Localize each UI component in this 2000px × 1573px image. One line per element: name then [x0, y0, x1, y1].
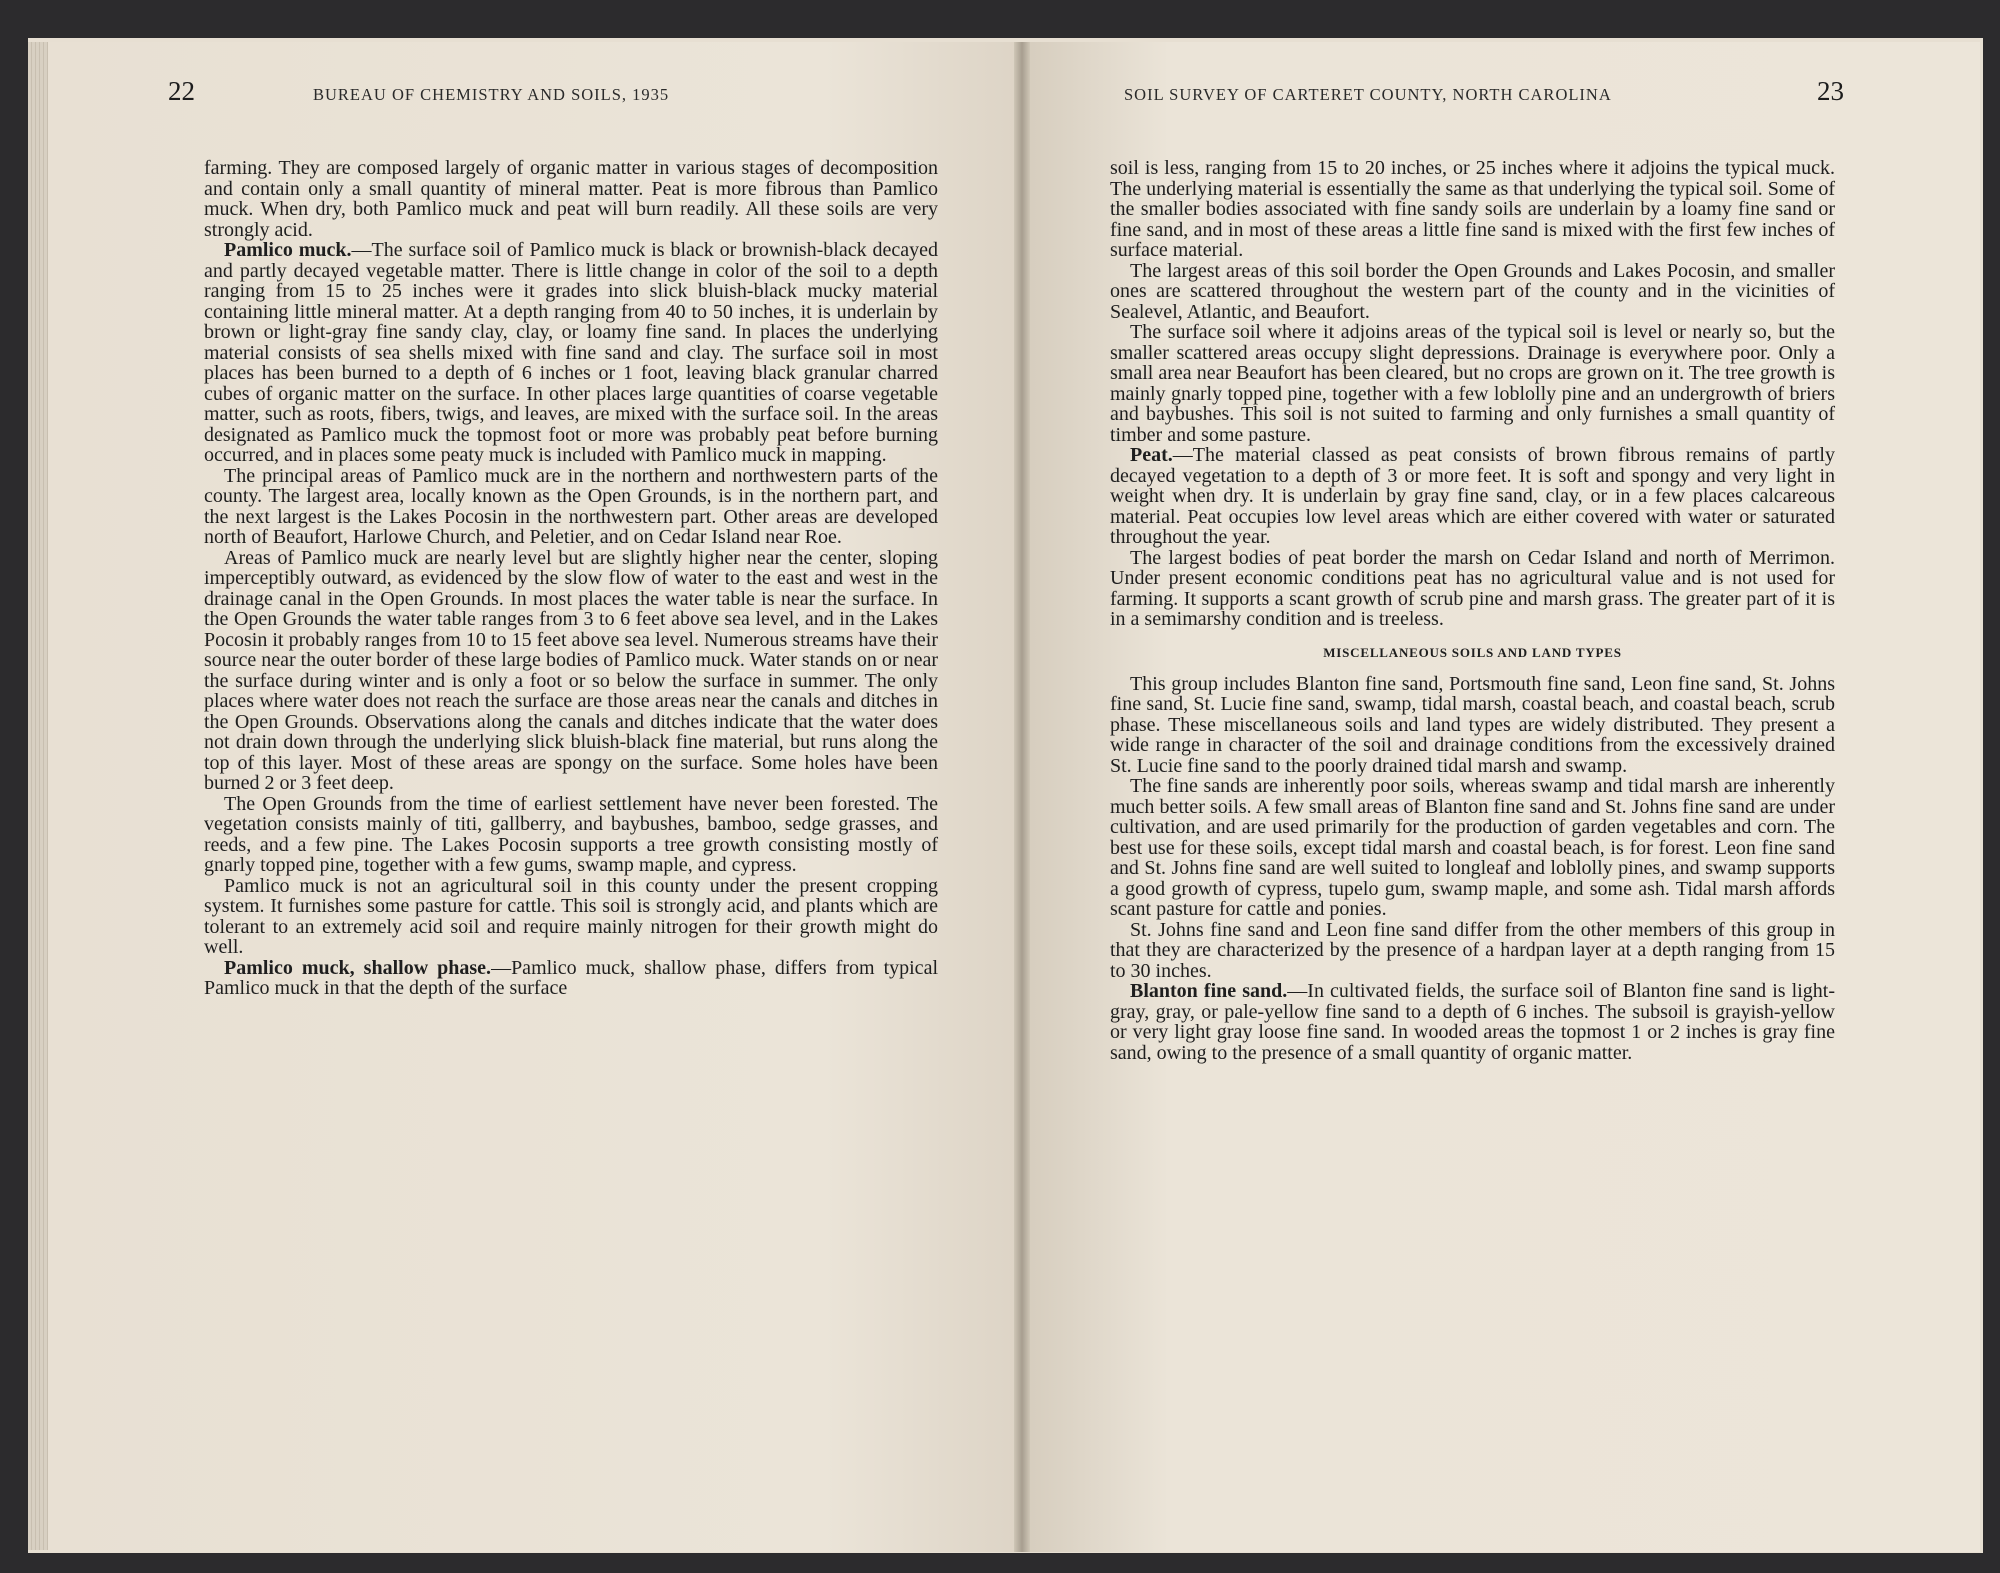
left-text-column	[204, 158, 938, 999]
paragraph-text: The Open Grounds from the time of earliest settlement have never been forested. The vegetation consists mainly of titi, gallberry, and baybushes, bamboo, sedge grasses, and reeds, and a few pine. The Lakes Pocosin supports a tree growth consisting mostly of gnarly topped pine, together with a few gums, swamp maple, and cypress.	[204, 792, 938, 876]
right-text-column	[1110, 158, 1835, 1063]
paragraph	[204, 158, 938, 240]
paragraph	[204, 548, 938, 794]
paragraph-text: The fine sands are inherently poor soils, whereas swamp and tidal marsh are inherently much better soils. A few small areas of Blanton fine sand and St. Johns fine sand are under cultivation, and are used primarily for the production of garden vegetables and corn. The best use for these soils, except tidal marsh and coastal beach, is for forest. Leon fine sand and St. Johns fine sand are well suited to longleaf and loblolly pines, and swamp supports a good growth of cypress, tupelo gum, swamp maple, and some ash. Tidal marsh affords scant pasture for cattle and ponies.	[1110, 775, 1835, 920]
paragraph-lead: Blanton fine sand.	[1130, 980, 1288, 1002]
gutter	[1014, 42, 1030, 1552]
paragraph	[1110, 445, 1835, 548]
page-edges	[28, 42, 50, 1550]
paragraph	[1110, 322, 1835, 445]
page-number: 22	[168, 76, 195, 106]
paragraph-text: —The surface soil of Pamlico muck is black or brownish-black decayed and partly decayed vegetable matter. There is little change in color of the soil to a depth ranging from 15 to 25 inches were it grades into slick bluish-black mucky material containing little mineral matter. At a depth ranging from 40 to 50 inches, it is underlain by brown or light-gray fine sandy clay, clay, or loamy fine sand. In places the underlying material consists of sea shells mixed with fine sand and clay. The surface soil in most places has been burned to a depth of 6 inches or 1 foot, leaving black granular charred cubes of organic matter on the surface. In other places large quantities of coarse vegetable matter, such as roots, fibers, twigs, and leaves, are mixed with the surface soil. In the areas designated as Pamlico muck the topmost foot or more was probably peat before burning occurred, and in places some peaty muck is included with Pamlico muck in mapping.	[204, 239, 938, 466]
paragraph-text: —Pamlico muck, shallow phase, differs from typical Pamlico muck in that the depth of the surface	[204, 956, 938, 999]
paragraph	[204, 876, 938, 958]
paragraph	[1110, 776, 1835, 920]
paragraph	[1110, 674, 1835, 777]
paragraph	[204, 794, 938, 876]
paragraph	[1110, 261, 1835, 323]
running-head: BUREAU OF CHEMISTRY AND SOILS, 1935	[313, 85, 670, 104]
paragraph-text: Areas of Pamlico muck are nearly level but are slightly higher near the center, sloping imperceptibly outward, as evidenced by the slow flow of water to the east and west in the drainage canal in the Open Grounds. In most places the water table is near the surface. In the Open Grounds the water table ranges from 3 to 6 feet above sea level, and in the Lakes Pocosin it probably ranges from 10 to 15 feet above sea level. Numerous streams have their source near the outer border of these large bodies of Pamlico muck. Water stands on or near the surface during winter and is only a foot or so below the surface in summer. The only places where water does not reach the surface are those areas near the canals and ditches in the Open Grounds. Observations along the canals and ditches indicate that the water does not drain down through the underlying slick bluish-black fine material, but runs along the top of this layer. Most of these areas are spongy on the surface. Some holes have been burned 2 or 3 feet deep.	[204, 546, 938, 794]
section-heading: MISCELLANEOUS SOILS AND LAND TYPES	[1323, 644, 1622, 660]
paragraph-text: The largest areas of this soil border the Open Grounds and Lakes Pocosin, and smaller ones are scattered throughout the western part of the county and in the vicinities of Sealevel, Atlantic, and Beaufort.	[1110, 259, 1835, 323]
page-number: 23	[1817, 76, 1844, 106]
paragraph	[204, 466, 938, 548]
paragraph	[204, 240, 938, 466]
paragraph-text: —In cultivated fields, the surface soil of Blanton fine sand is light-gray, gray, or pale-yellow fine sand to a depth of 6 inches. The subsoil is grayish-yellow or very light gray loose fine sand. In wooded areas the topmost 1 or 2 inches is gray fine sand, owing to the presence of a small quantity of organic matter.	[1110, 980, 1835, 1064]
paragraph-lead: Pamlico muck.	[224, 239, 352, 261]
paragraph-text: St. Johns fine sand and Leon fine sand differ from the other members of this group in that they are characterized by the presence of a hardpan layer at a depth ranging from 15 to 30 inches.	[1110, 918, 1835, 982]
right-paragraphs-bottom	[1110, 674, 1835, 1064]
paragraph	[1110, 920, 1835, 982]
left-page-header	[168, 76, 940, 116]
paragraph-text: soil is less, ranging from 15 to 20 inches, or 25 inches where it adjoins the typical muck. The underlying material is essentially the same as that underlying the typical soil. Some of the smaller bodies associated with fine sandy soils are underlain by a loamy fine sand or fine sand, and in most of these areas a little fine sand is mixed with the first few inches of surface material.	[1110, 157, 1835, 261]
paragraph-text: —The material classed as peat consists of brown fibrous remains of partly decayed vegetation to a depth of 3 or more feet. It is soft and spongy and very light in weight when dry. It is underlain by gray fine sand, clay, or in a few places calcareous material. Peat occupies low level areas which are either covered with water or saturated throughout the year.	[1110, 444, 1835, 548]
paragraph	[204, 958, 938, 999]
paragraph	[1110, 548, 1835, 630]
paragraph-text: The principal areas of Pamlico muck are in the northern and northwestern parts of the county. The largest area, locally known as the Open Grounds, is in the northern part, and the next largest is the Lakes Pocosin in the northwestern part. Other areas are developed north of Beaufort, Harlowe Church, and Peletier, and on Cedar Island near Roe.	[204, 464, 938, 548]
paragraph-text: The surface soil where it adjoins areas of the typical soil is level or nearly so, but the smaller scattered areas occupy slight depressions. Drainage is everywhere poor. Only a small area near Beaufort has been cleared, but no crops are grown on it. The tree growth is mainly gnarly topped pine, together with a few loblolly pine and an undergrowth of briers and baybushes. This soil is not suited to farming and only furnishes a small quantity of timber and some pasture.	[1110, 321, 1835, 446]
paragraph-text: farming. They are composed largely of organic matter in various stages of decomposition and contain only a small quantity of mineral matter. Peat is more fibrous than Pamlico muck. When dry, both Pamlico muck and peat will burn readily. All these soils are very strongly acid.	[204, 157, 938, 241]
paragraph-lead: Pamlico muck, shallow phase.	[224, 956, 492, 979]
paragraph-text: The largest bodies of peat border the marsh on Cedar Island and north of Merrimon. Under present economic conditions peat has no agricultural value and is not used for farming. It supports a scant growth of scrub pine and marsh grass. The greater part of it is in a semimarshy condition and is treeless.	[1110, 546, 1835, 630]
paragraph-text: Pamlico muck is not an agricultural soil in this county under the present cropping system. It furnishes some pasture for cattle. This soil is strongly acid, and plants which are tolerant to an extremely acid soil and require mainly nitrogen for their growth might do well.	[204, 874, 938, 958]
right-page-header	[1124, 76, 1844, 116]
running-head: SOIL SURVEY OF CARTERET COUNTY, NORTH CAROLINA	[1124, 85, 1612, 104]
paragraph-text: This group includes Blanton fine sand, Portsmouth fine sand, Leon fine sand, St. Johns fine sand, St. Lucie fine sand, swamp, tidal marsh, coastal beach, and coastal beach, scrub phase. These miscellaneous soils and land types are widely distributed. They present a wide range in character of the soil and drainage conditions from the excessively drained St. Lucie fine sand to the poorly drained tidal marsh and swamp.	[1110, 672, 1835, 777]
paragraph	[1110, 981, 1835, 1063]
paragraph	[1110, 158, 1835, 261]
right-paragraphs-top	[1110, 158, 1835, 630]
paragraph-lead: Peat.	[1130, 444, 1173, 466]
